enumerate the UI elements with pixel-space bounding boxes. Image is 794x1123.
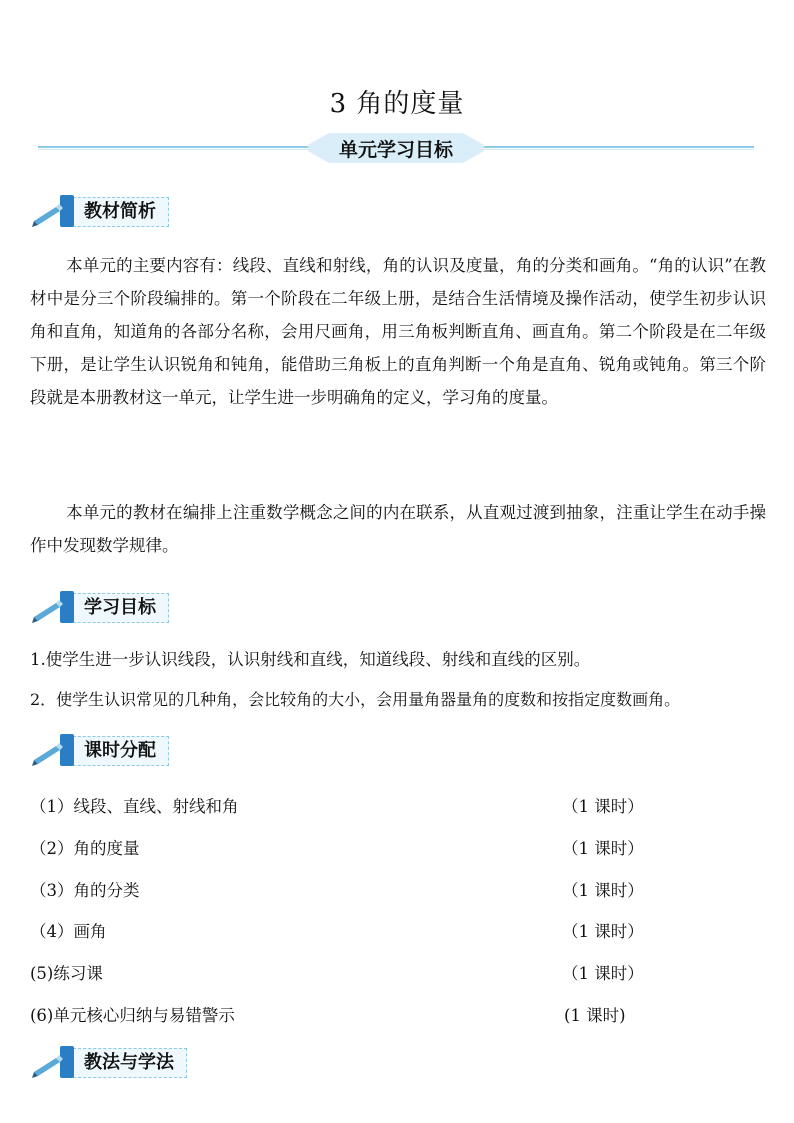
schedule-lesson: （1）线段、直线、射线和角 bbox=[30, 797, 239, 816]
schedule-row bbox=[30, 793, 670, 817]
schedule-row bbox=[30, 877, 670, 901]
pen-icon bbox=[30, 591, 78, 625]
goal-item: 2．使学生认识常见的几种角，会比较角的大小，会用量角器量角的度数和按指定度数画角。 bbox=[30, 690, 681, 709]
textbook-paragraph-2: 本单元的教材在编排上注重数学概念之间的内在联系，从直观过渡到抽象，注重让学生在动手操作中发现数学规律。 bbox=[30, 503, 766, 555]
schedule-row bbox=[30, 918, 670, 942]
pen-icon bbox=[30, 195, 78, 229]
page-title: 3 角的度量 bbox=[329, 89, 465, 119]
schedule-hours: （1 课时） bbox=[562, 797, 644, 816]
schedule-hours: （1 课时） bbox=[562, 922, 644, 941]
schedule-hours: （1 课时） bbox=[562, 964, 644, 983]
schedule-hours: （1 课时） bbox=[562, 839, 644, 858]
schedule-hours: （1 课时） bbox=[562, 881, 644, 900]
objectives-banner bbox=[38, 133, 754, 163]
pen-icon bbox=[30, 1046, 78, 1080]
goal-item: 1.使学生进一步认识线段，认识射线和直线，知道线段、射线和直线的区别。 bbox=[30, 650, 591, 669]
pen-icon bbox=[30, 734, 78, 768]
section-header-textbook bbox=[30, 195, 200, 229]
section-label: 教材简析 bbox=[84, 201, 156, 222]
schedule-lesson: （2）角的度量 bbox=[30, 839, 140, 858]
section-label: 学习目标 bbox=[84, 597, 156, 618]
section-header-methods bbox=[30, 1046, 200, 1080]
schedule-lesson: (6)单元核心归纳与易错警示 bbox=[30, 1006, 235, 1025]
schedule-lesson: (5)练习课 bbox=[30, 964, 103, 983]
schedule-hours: (1 课时) bbox=[564, 1006, 626, 1025]
schedule-row bbox=[30, 960, 670, 984]
schedule-row bbox=[30, 835, 670, 859]
section-label: 课时分配 bbox=[84, 740, 156, 761]
schedule-row bbox=[30, 1002, 670, 1026]
schedule-lesson: （4）画角 bbox=[30, 922, 107, 941]
schedule-lesson: （3）角的分类 bbox=[30, 881, 140, 900]
section-header-goals bbox=[30, 591, 200, 625]
textbook-paragraph-1: 本单元的主要内容有：线段、直线和射线，角的认识及度量，角的分类和画角。“角的认识”在教材中是分三个阶段编排的。第一个阶段在二年级上册，是结合生活情境及操作活动，使学生初步认识角和直角，知道角的各部分名称，会用尺画角，用三角板判断直角、画直角。第二个阶段是在二年级下册，是让学生认识锐角和钝角，能借助三角板上的直角判断一个角是直角、锐角或钝角。第三个阶段就是本册教材这一单元，让学生进一步明确角的定义，学习角的度量。 bbox=[30, 256, 766, 407]
section-label: 教法与学法 bbox=[84, 1052, 174, 1073]
objectives-banner-label: 单元学习目标 bbox=[338, 139, 453, 161]
section-header-schedule bbox=[30, 734, 200, 768]
